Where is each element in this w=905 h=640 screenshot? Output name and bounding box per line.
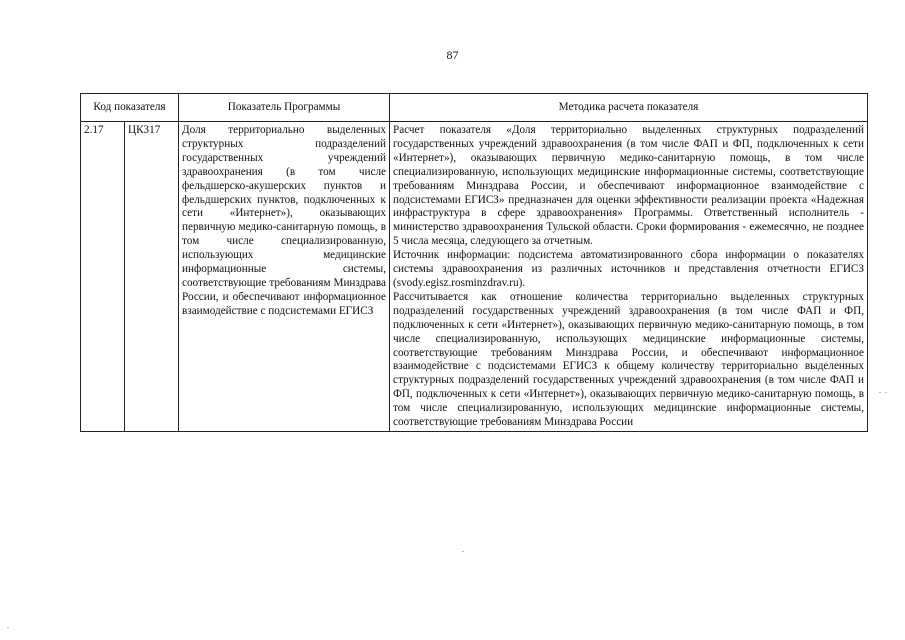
method-paragraph: Расчет показателя «Доля территориально выделенных структурных подразделений государственных учреждений здравоохранения (в том числе ФАП и ФП, подключенных к сети «Интернет»), оказывающих первичную медико-санитарную помощь, в том числе специализированную, использующих медицинские информационные системы, соответствующие требованиям Минздрава России, и обеспечивают информационное взаимодействие с подсистемами ЕГИСЗ» предназначен для оценки эффективности реализации проекта «Надежная инфраструктура в сфере здравоохранения» Программы. Ответственный исполнитель - министерство здравоохранения Тульской области. Сроки формирования - ежемесячно, не позднее 5 числа месяца, следующего за отчетным. xyxy=(393,124,864,248)
row-number: 2.17 xyxy=(81,122,125,432)
table-row xyxy=(81,122,868,432)
header-code: Код показателя xyxy=(81,94,179,122)
header-method: Методика расчета показателя xyxy=(390,94,868,122)
scan-speck xyxy=(462,551,464,552)
table-header-row xyxy=(81,94,868,122)
scan-speck xyxy=(885,392,887,393)
header-indicator: Показатель Программы xyxy=(179,94,390,122)
method-paragraph: Рассчитывается как отношение количества территориально выделенных структурных подразделений государственных учреждений здравоохранения (в том числе ФАП и ФП, подключенных к сети «Интернет»), оказывающих первичную медико-санитарную помощь, в том числе специализированную, использующих медицинские информационные системы, соответствующие требованиям Минздрава России, и обеспечивают информационное взаимодействие с подсистемами ЕГИСЗ к общему количеству территориально выделенных структурных подразделений государственных учреждений здравоохранения (в том числе ФАП и ФП, подключенных к сети «Интернет»), оказывающих первичную медико-санитарную помощь, в том числе специализированную, использующих медицинские информационные системы, соответствующие требованиям Минздрава России xyxy=(393,290,864,429)
scan-speck xyxy=(7,627,9,628)
scan-speck xyxy=(879,392,881,393)
row-indicator-name: Доля территориально выделенных структурных подразделений государственных учреждений здравоохранения (в том числе фельдшерско-акушерских пунктов и фельдшерских пунктов, подключенных к сети «Интернет»), оказывающих первичную медико-санитарную помощь, в том числе специализированную, использующих медицинские информационные системы, соответствующие требованиям Минздрава России, и обеспечивают информационное взаимодействие с подсистемами ЕГИСЗ xyxy=(179,122,390,432)
row-code: ЦК317 xyxy=(125,122,179,432)
page-number: 87 xyxy=(446,48,459,62)
row-calculation-method xyxy=(390,122,868,432)
indicator-table xyxy=(80,93,868,432)
method-paragraph: Источник информации: подсистема автоматизированного сбора информации о показателях системы здравоохранения из различных источников и представления отчетности ЕГИСЗ (svody.egisz.rosminzdrav.ru). xyxy=(393,249,864,289)
